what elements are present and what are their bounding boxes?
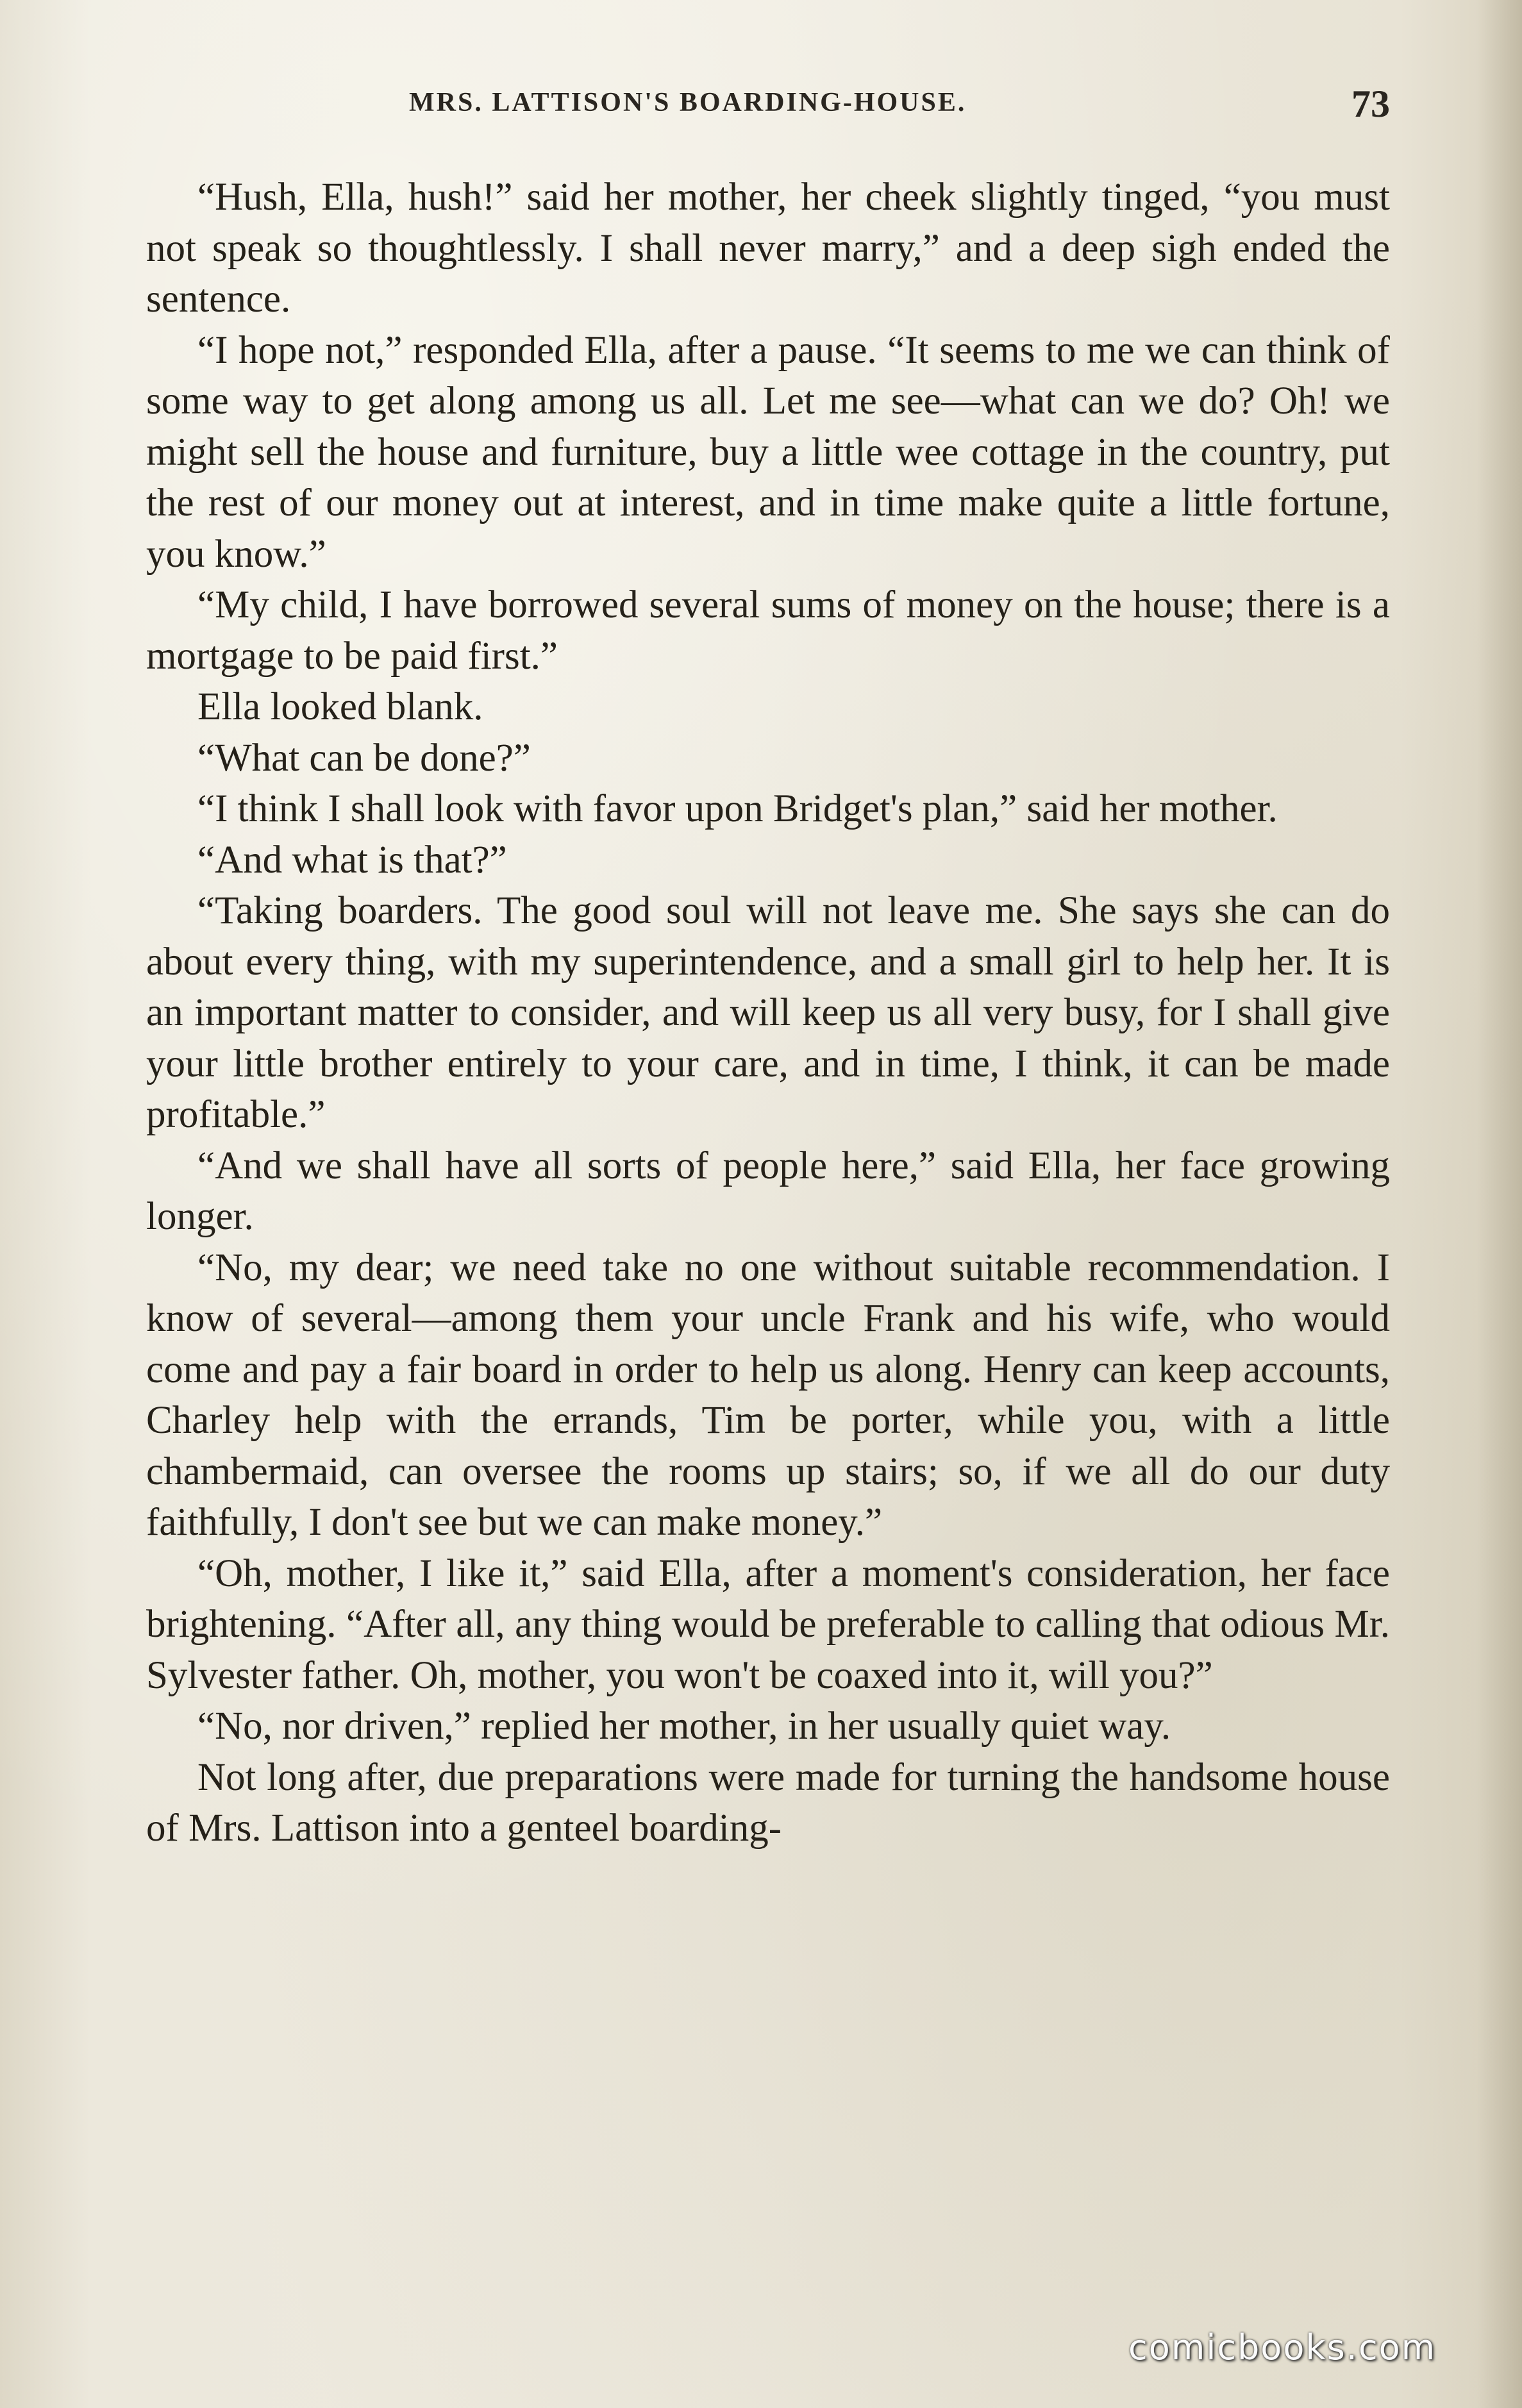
paragraph: “My child, I have borrowed several sums of money on the house; there is a mortgage to be paid first.” <box>146 583 1390 678</box>
paragraph: “What can be done?” <box>197 736 531 780</box>
paragraph: “No, nor driven,” replied her mother, in her usually quiet way. <box>197 1705 1171 1748</box>
paragraph: “I hope not,” responded Ella, after a pause. “It seems to me we can think of some way to get along among us all. Let me see—what can we do? Oh! we might sell the house and furniture, buy a little wee cottage in the country, put the rest of our money out at interest, and in time make quite a little fortune, you know.” <box>146 328 1390 576</box>
page-edge-shadow <box>1477 0 1522 2408</box>
watermark: comicbooks.com <box>1128 2327 1437 2368</box>
page-number: 73 <box>1351 83 1390 125</box>
body-text <box>146 172 1390 1854</box>
paragraph: Not long after, due preparations were made for turning the handsome house of Mrs. Lattison into a genteel boarding- <box>146 1755 1390 1850</box>
paragraph: “Taking boarders. The good soul will not leave me. She says she can do about every thing, with my superintendence, and a small girl to help her. It is an important matter to consider, and will keep us all very busy, for I shall give your little brother entirely to your care, and in time, I think, it can be made profitable.” <box>146 889 1390 1136</box>
paragraph: “And we shall have all sorts of people here,” said Ella, her face growing longer. <box>146 1144 1390 1238</box>
paragraph: “I think I shall look with favor upon Bridget's plan,” said her mother. <box>197 787 1278 830</box>
running-head: MRS. LATTISON'S BOARDING-HOUSE. <box>409 88 967 117</box>
page-header <box>146 82 1390 133</box>
paragraph: “Hush, Ella, hush!” said her mother, her cheek slightly tinged, “you must not speak so thoughtlessly. I shall never marry,” and a deep sigh ended the sentence. <box>146 176 1390 321</box>
paragraph: “Oh, mother, I like it,” said Ella, after a moment's consideration, her face brightening. “After all, any thing would be preferable to calling that odious Mr. Sylvester father. Oh, mother, you won't be coaxed into it, will you?” <box>146 1551 1390 1697</box>
paragraph: “And what is that?” <box>197 838 507 882</box>
paragraph: “No, my dear; we need take no one without suitable recommendation. I know of several—among them your uncle Frank and his wife, who would come and pay a fair board in order to help us along. Henry can keep accounts, Charley help with the errands, Tim be porter, while you, with a little chambermaid, can oversee the rooms up stairs; so, if we all do our duty faithfully, I don't see but we can make money.” <box>146 1246 1390 1544</box>
paragraph: Ella looked blank. <box>197 685 483 728</box>
